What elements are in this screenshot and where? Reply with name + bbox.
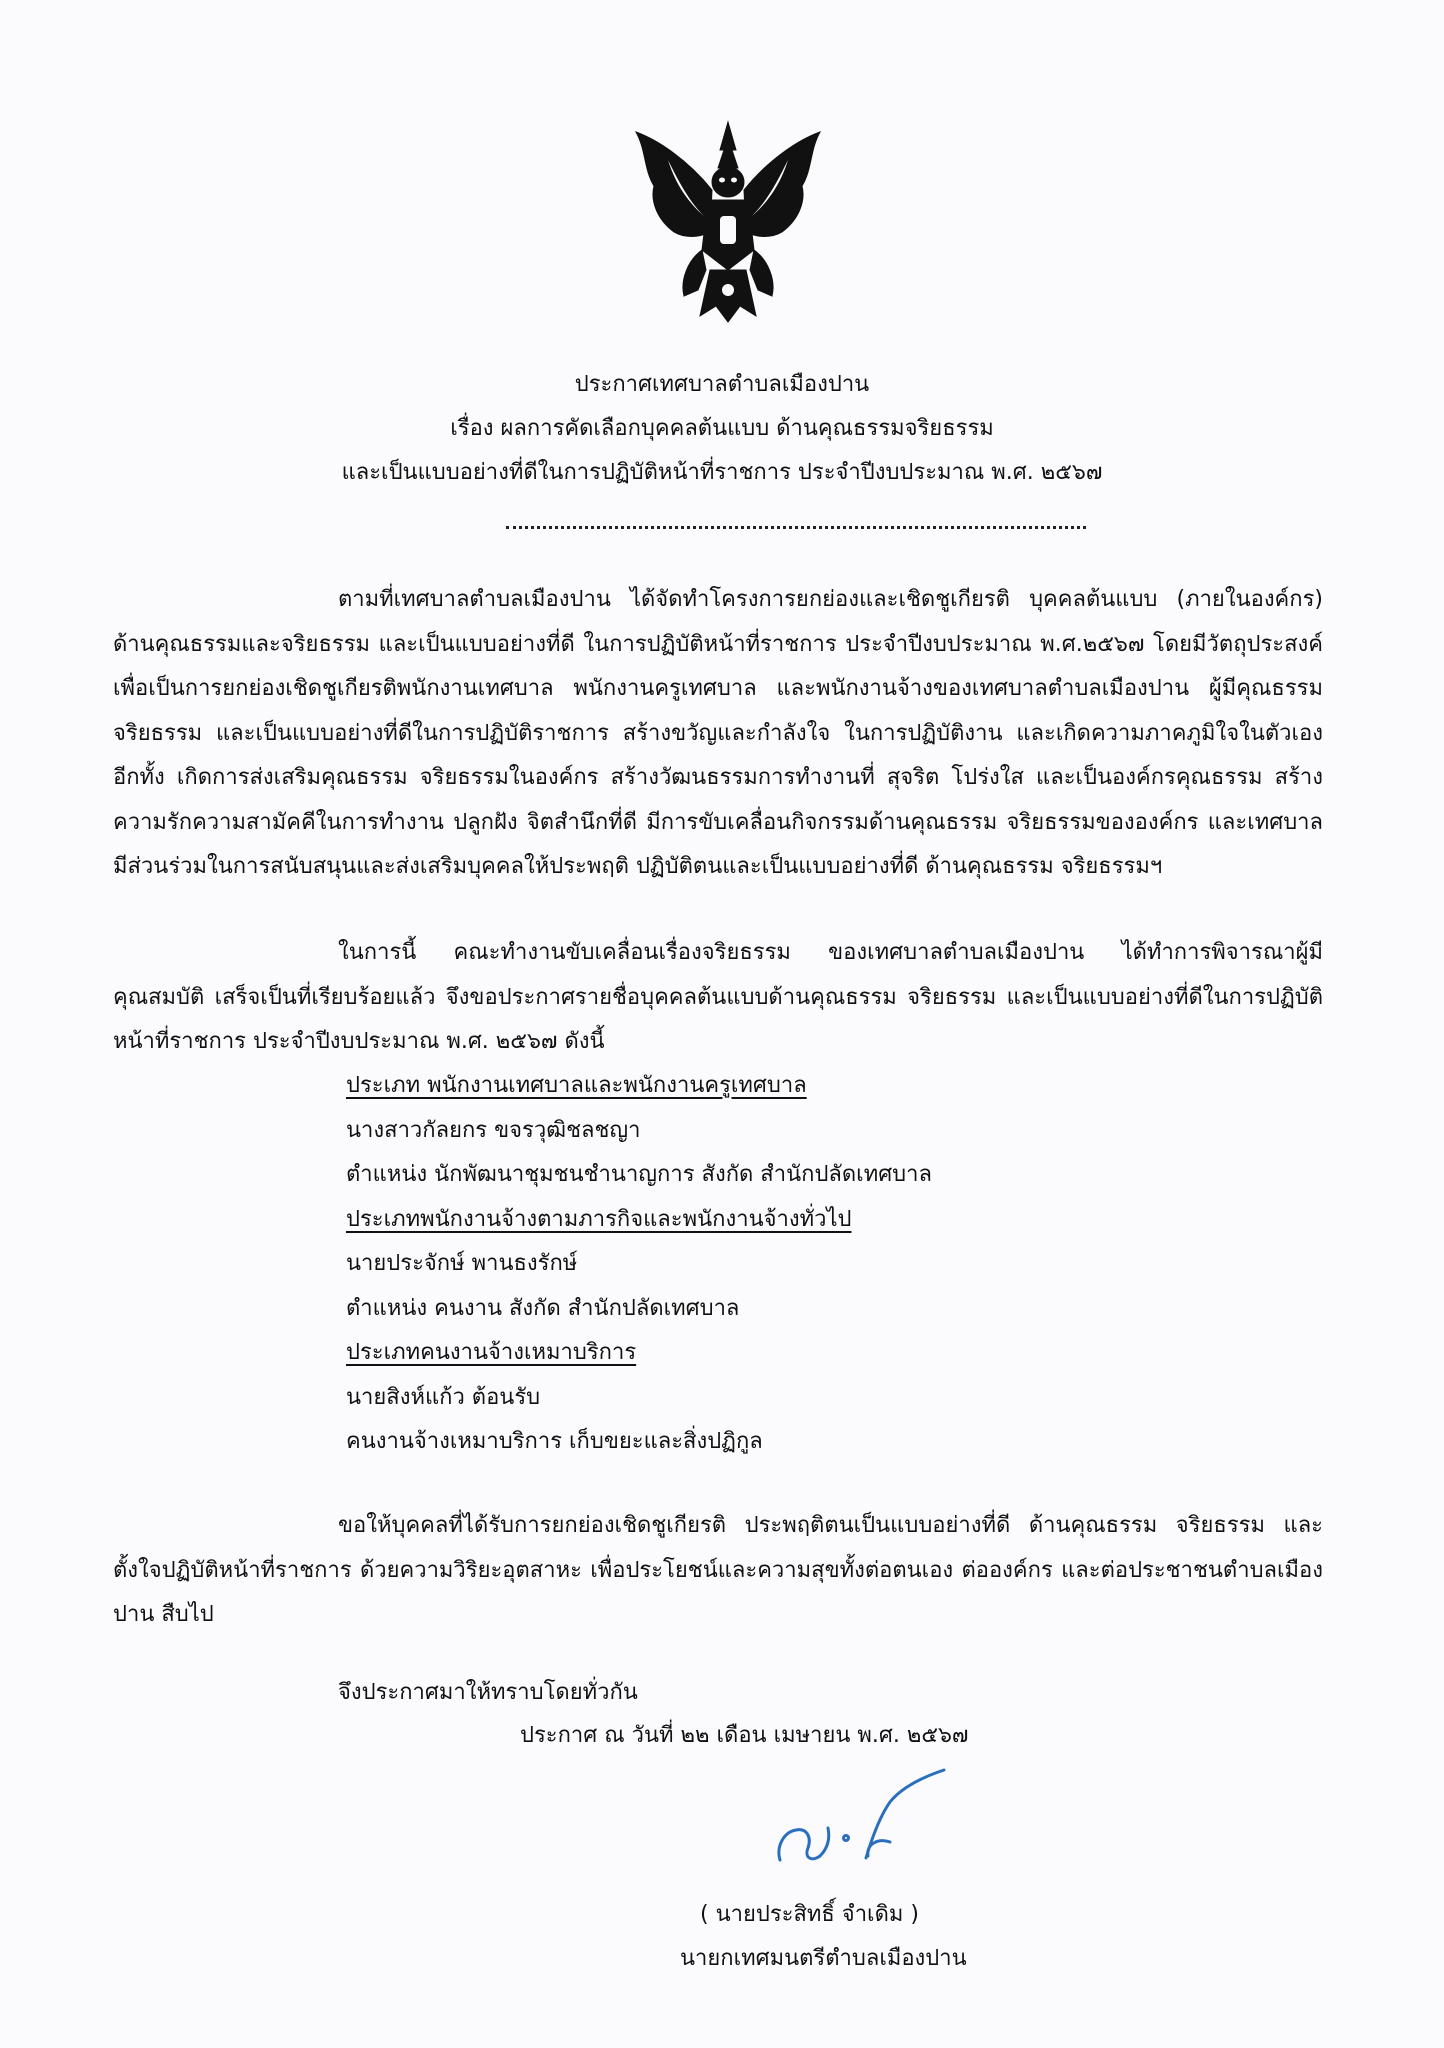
signatory-position: นายกเทศมนตรีตำบลเมืองปาน <box>680 1946 967 1971</box>
announcement-title: ประกาศเทศบาลตำบลเมืองปาน <box>574 372 870 397</box>
body-paragraph-3: ขอให้บุคคลที่ได้รับการยกย่องเชิดชูเกียรติ ประพฤติตนเป็นแบบอย่างที่ดี ด้านคุณธรรม จริยธรรม และตั้งใจปฏิบัติหน้าที่ราชการ ด้วยความวิริยะอุตสาหะ เพื่อประโยชน์และความสุขทั้งต่อตนเอง ต่อองค์กร และต่อประชาชนตำบลเมืองปาน สืบไป <box>113 1513 1323 1627</box>
awardee-name: นายประจักษ์ พานธงรักษ์ <box>346 1251 578 1276</box>
body-paragraph-2: ในการนี้ คณะทำงานขับเคลื่อนเรื่องจริยธรรม ของเทศบาลตำบลเมืองปาน ได้ทำการพิจารณาผู้มีคุณสมบัติ เสร็จเป็นที่เรียบร้อยแล้ว จึงขอประกาศรายชื่อบุคคลต้นแบบด้านคุณธรรม จริยธรรม และเป็นแบบอย่างที่ดีในการปฏิบัติหน้าที่ราชการ ประจำปีงบประมาณ พ.ศ. ๒๕๖๗ ดังนี้ <box>113 940 1323 1054</box>
garuda-emblem-icon <box>628 120 828 325</box>
awardee-detail: ตำแหน่ง คนงาน สังกัด สำนักปลัดเทศบาล <box>346 1295 740 1321</box>
award-list <box>346 1064 932 1465</box>
awardee-detail: ตำแหน่ง นักพัฒนาชุมชนชำนาญการ สังกัด สำนักปลัดเทศบาล <box>346 1162 932 1187</box>
awardee-name: นางสาวกัลยกร ขจรวุฒิชลชญา <box>346 1117 641 1143</box>
signature-image <box>768 1768 948 1868</box>
dotted-divider <box>506 500 1086 529</box>
signatory-name: ( นายประสิทธิ์ จำเดิม ) <box>700 1902 919 1927</box>
category-title: ประเภท พนักงานเทศบาลและพนักงานครูเทศบาล <box>346 1073 807 1098</box>
announce-date: ประกาศ ณ วันที่ ๒๒ เดือน เมษายน พ.ศ. ๒๕๖๗ <box>520 1723 969 1748</box>
awardee-name: นายสิงห์แก้ว ต้อนรับ <box>346 1384 541 1410</box>
body-paragraph-1: ตามที่เทศบาลตำบลเมืองปาน ได้จัดทำโครงการยกย่องและเชิดชูเกียรติ บุคคลต้นแบบ (ภายในองค์กร) ด้านคุณธรรมและจริยธรรม และเป็นแบบอย่างที่ดี ในการปฏิบัติหน้าที่ราชการ ประจำปีงบประมาณ พ.ศ.๒๕๖๗ โดยมีวัตถุประสงค์ เพื่อเป็นการยกย่องเชิดชูเกียรติพนักงานเทศบาล พนักงานครูเทศบาล และพนักงานจ้างของเทศบาลตำบลเมืองปาน ผู้มีคุณธรรมจริยธรรม และเป็นแบบอย่างที่ดีในการปฏิบัติราชการ สร้างขวัญและกำลังใจ ในการปฏิบัติงาน และเกิดความภาคภูมิใจในตัวเอง อีกทั้ง เกิดการส่งเสริมคุณธรรม จริยธรรมในองค์กร สร้างวัฒนธรรมการทำงานที่ สุจริต โปร่งใส และเป็นองค์กรคุณธรรม สร้างความรักความสามัคคีในการทำงาน ปลูกฝัง จิตสำนึกที่ดี มีการขับเคลื่อนกิจกรรมด้านคุณธรรม จริยธรรมขององค์กร และเทศบาลมีส่วนร่วมในการสนับสนุนและส่งเสริมบุคคลให้ประพฤติ ปฏิบัติตนและเป็นแบบอย่างที่ดี ด้านคุณธรรม จริยธรรมฯ <box>113 587 1323 879</box>
announcement-subject-cont: และเป็นแบบอย่างที่ดีในการปฏิบัติหน้าที่ราชการ ประจำปีงบประมาณ พ.ศ. ๒๕๖๗ <box>341 460 1103 485</box>
closing-announce: จึงประกาศมาให้ทราบโดยทั่วกัน <box>338 1680 638 1705</box>
awardee-detail: คนงานจ้างเหมาบริการ เก็บขยะและสิ่งปฏิกูล <box>346 1429 763 1454</box>
announcement-subject: เรื่อง ผลการคัดเลือกบุคคลต้นแบบ ด้านคุณธรรมจริยธรรม <box>450 416 994 441</box>
category-title: ประเภทพนักงานจ้างตามภารกิจและพนักงานจ้างทั่วไป <box>346 1206 852 1232</box>
category-title: ประเภทคนงานจ้างเหมาบริการ <box>346 1340 637 1365</box>
